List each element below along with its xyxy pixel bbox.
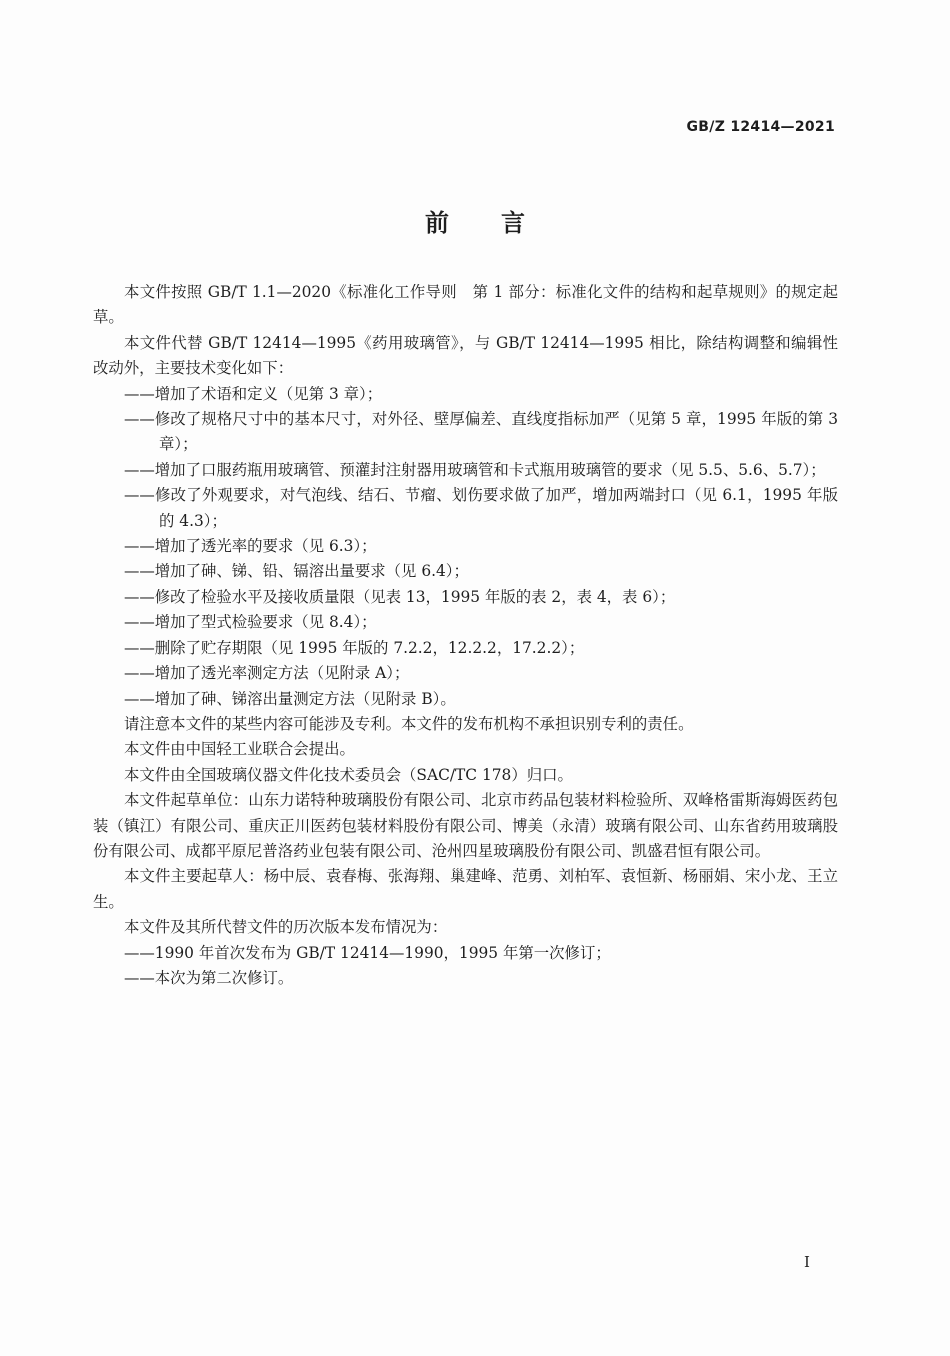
paragraph-replacement: 本文件代替 GB/T 12414—1995《药用玻璃管》，与 GB/T 12414—1995 相比，除结构调整和编辑性改动外，主要技术变化如下： [93, 333, 838, 378]
paragraph-patent-notice: 请注意本文件的某些内容可能涉及专利。本文件的发布机构不承担识别专利的责任。 [124, 714, 694, 733]
change-item: ——增加了透光率测定方法（见附录 A）； [124, 664, 410, 683]
paragraph-version-history: 本文件及其所代替文件的历次版本发布情况为： [124, 918, 448, 937]
paragraph-drafting-units: 本文件起草单位：山东力诺特种玻璃股份有限公司、北京市药品包装材料检验所、双峰格雷斯海姆医药包装（镇江）有限公司、重庆正川医药包装材料股份有限公司、博美（永清）玻璃有限公司、山东省药用玻璃股份有限公司、成都平原尼普洛药业包装有限公司、沧州四星玻璃股份有限公司、凯盛君恒有限公司。 [93, 791, 838, 860]
standard-number: GB/Z 12414—2021 [686, 119, 835, 135]
history-item: ——1990 年首次发布为 GB/T 12414—1990，1995 年第一次修订； [124, 943, 611, 962]
change-item: ——增加了口服药瓶用玻璃管、预灌封注射器用玻璃管和卡式瓶用玻璃管的要求（见 5.5、5.6、5.7）； [124, 460, 826, 479]
change-item: ——修改了检验水平及接收质量限（见表 13，1995 年版的表 2，表 4，表 6）； [124, 587, 676, 606]
page-title: 前言 [425, 209, 577, 237]
foreword-body [93, 280, 838, 991]
change-item: ——增加了透光率的要求（见 6.3）； [124, 537, 377, 556]
paragraph-drafters: 本文件主要起草人：杨中辰、袁春梅、张海翔、巢建峰、范勇、刘柏军、袁恒新、杨丽娟、宋小龙、王立生。 [93, 867, 838, 911]
change-item: ——增加了型式检验要求（见 8.4）； [124, 613, 377, 632]
change-item: ——修改了规格尺寸中的基本尺寸，对外径、壁厚偏差、直线度指标加严（见第 5 章，1995 年版的第 3 章）； [124, 410, 838, 454]
change-item: ——删除了贮存期限（见 1995 年版的 7.2.2，12.2.2，17.2.2）； [124, 638, 585, 657]
change-item: ——增加了术语和定义（见第 3 章）； [124, 384, 383, 403]
change-item: ——修改了外观要求，对气泡线、结石、节瘤、划伤要求做了加严，增加两端封口（见 6.1，1995 年版的 4.3）； [124, 486, 838, 530]
paragraph-proposer: 本文件由中国轻工业联合会提出。 [124, 740, 355, 759]
change-item: ——增加了砷、锑溶出量测定方法（见附录 B）。 [124, 689, 456, 708]
change-item: ——增加了砷、锑、铅、镉溶出量要求（见 6.4）； [124, 562, 469, 581]
paragraph-committee: 本文件由全国玻璃仪器文件化技术委员会（SAC/TC 178）归口。 [124, 765, 573, 784]
history-item: ——本次为第二次修订。 [124, 968, 294, 987]
paragraph-drafting-rules: 本文件按照 GB/T 1.1—2020《标准化工作导则 第 1 部分：标准化文件的结构和起草规则》的规定起草。 [93, 283, 838, 327]
page-number: I [804, 1253, 810, 1271]
